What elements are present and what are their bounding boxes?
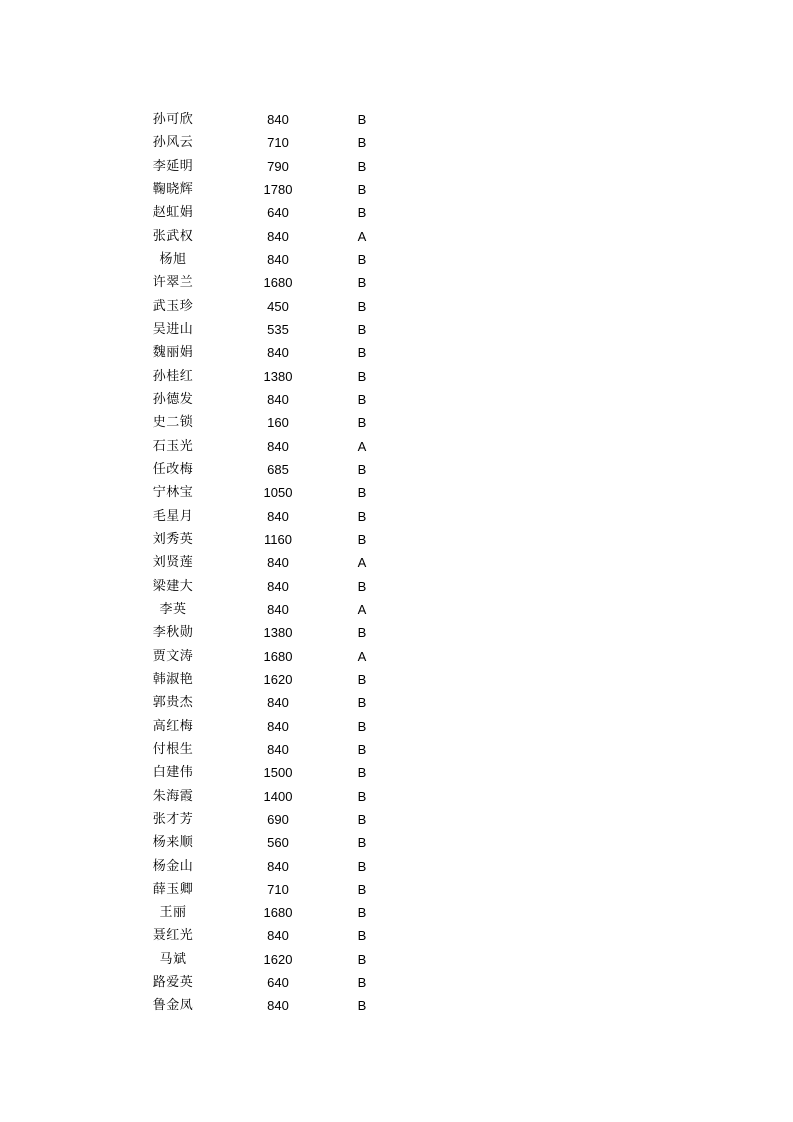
- table-row: [0, 178, 793, 201]
- amount-cell: 840: [267, 228, 289, 244]
- name-cell: 鲁金凤: [152, 998, 194, 1014]
- table-row: [0, 808, 793, 831]
- grade-cell: B: [357, 485, 367, 501]
- name-cell: 王丽: [159, 905, 187, 921]
- table-row: [0, 411, 793, 434]
- grade-cell: A: [357, 648, 367, 664]
- amount-cell: 840: [267, 112, 289, 127]
- table-row: [0, 948, 793, 971]
- table-row: [0, 365, 793, 388]
- table-row: [0, 994, 793, 1017]
- table-row: [0, 878, 793, 901]
- amount-cell: 535: [267, 321, 289, 337]
- grade-cell: B: [357, 858, 367, 874]
- grade-cell: B: [357, 835, 367, 851]
- name-cell: 孙可欣: [152, 112, 194, 127]
- table-row: [0, 715, 793, 738]
- amount-cell: 640: [267, 205, 289, 221]
- table-row: [0, 458, 793, 481]
- table-row: [0, 201, 793, 224]
- name-cell: 孙桂红: [152, 368, 194, 384]
- name-cell: 刘贤莲: [152, 555, 194, 571]
- amount-cell: 560: [267, 835, 289, 851]
- table-row: [0, 225, 793, 248]
- name-cell: 付根生: [152, 741, 194, 757]
- table-row: [0, 155, 793, 178]
- table-row: [0, 855, 793, 878]
- grade-cell: B: [357, 905, 367, 921]
- name-cell: 孙风云: [152, 135, 194, 151]
- grade-cell: B: [357, 788, 367, 804]
- grade-cell: A: [357, 438, 367, 454]
- amount-cell: 840: [267, 391, 289, 407]
- amount-cell: 840: [267, 718, 289, 734]
- name-cell: 白建伟: [152, 765, 194, 781]
- grade-cell: B: [357, 625, 367, 641]
- name-cell: 马斌: [159, 951, 187, 967]
- grade-cell: A: [357, 555, 367, 571]
- table-row: [0, 901, 793, 924]
- amount-cell: 840: [267, 251, 289, 267]
- name-cell: 路爱英: [152, 975, 194, 991]
- data-table: [0, 108, 793, 1018]
- name-cell: 史二锁: [152, 415, 194, 431]
- grade-cell: B: [357, 578, 367, 594]
- name-cell: 许翠兰: [152, 275, 194, 291]
- name-cell: 魏丽娟: [152, 345, 194, 361]
- table-row: [0, 668, 793, 691]
- grade-cell: B: [357, 531, 367, 547]
- grade-cell: B: [357, 298, 367, 314]
- amount-cell: 840: [267, 345, 289, 361]
- grade-cell: B: [357, 998, 367, 1014]
- name-cell: 李延明: [152, 158, 194, 174]
- name-cell: 张才芳: [152, 811, 194, 827]
- amount-cell: 1380: [263, 368, 293, 384]
- name-cell: 鞠晓辉: [152, 181, 194, 197]
- amount-cell: 1680: [263, 275, 293, 291]
- amount-cell: 1620: [263, 671, 293, 687]
- name-cell: 武玉珍: [152, 298, 194, 314]
- amount-cell: 840: [267, 928, 289, 944]
- table-row: [0, 924, 793, 947]
- amount-cell: 640: [267, 975, 289, 991]
- grade-cell: B: [357, 275, 367, 291]
- amount-cell: 1780: [263, 181, 293, 197]
- name-cell: 贾文涛: [152, 648, 194, 664]
- table-row: [0, 505, 793, 528]
- name-cell: 郭贵杰: [152, 695, 194, 711]
- grade-cell: B: [357, 718, 367, 734]
- table-row: [0, 551, 793, 574]
- amount-cell: 160: [267, 415, 289, 431]
- name-cell: 李秋勋: [152, 625, 194, 641]
- amount-cell: 840: [267, 555, 289, 571]
- name-cell: 石玉光: [152, 438, 194, 454]
- table-row: [0, 341, 793, 364]
- amount-cell: 1050: [263, 485, 293, 501]
- amount-cell: 840: [267, 998, 289, 1014]
- amount-cell: 840: [267, 741, 289, 757]
- table-row: [0, 435, 793, 458]
- table-row: [0, 295, 793, 318]
- amount-cell: 840: [267, 578, 289, 594]
- grade-cell: B: [357, 158, 367, 174]
- table-row: [0, 248, 793, 271]
- amount-cell: 840: [267, 438, 289, 454]
- name-cell: 韩淑艳: [152, 671, 194, 687]
- table-row: [0, 388, 793, 411]
- name-cell: 刘秀英: [152, 531, 194, 547]
- name-cell: 孙德发: [152, 391, 194, 407]
- table-row: [0, 621, 793, 644]
- grade-cell: B: [357, 508, 367, 524]
- amount-cell: 710: [267, 135, 289, 151]
- table-row: [0, 645, 793, 668]
- name-cell: 宁林宝: [152, 485, 194, 501]
- name-cell: 杨来顺: [152, 835, 194, 851]
- amount-cell: 1380: [263, 625, 293, 641]
- amount-cell: 1160: [264, 531, 292, 547]
- name-cell: 梁建大: [152, 578, 194, 594]
- grade-cell: B: [357, 928, 367, 944]
- table-row: [0, 785, 793, 808]
- table-row: [0, 318, 793, 341]
- grade-cell: B: [357, 368, 367, 384]
- name-cell: 聂红光: [152, 928, 194, 944]
- amount-cell: 840: [267, 508, 289, 524]
- grade-cell: B: [357, 112, 367, 127]
- name-cell: 毛星月: [152, 508, 194, 524]
- grade-cell: B: [357, 345, 367, 361]
- grade-cell: B: [357, 415, 367, 431]
- name-cell: 薛玉卿: [152, 881, 194, 897]
- name-cell: 吴进山: [152, 321, 194, 337]
- grade-cell: B: [357, 951, 367, 967]
- grade-cell: B: [357, 391, 367, 407]
- name-cell: 李英: [159, 601, 187, 617]
- amount-cell: 840: [267, 601, 289, 617]
- grade-cell: B: [357, 205, 367, 221]
- table-row: [0, 738, 793, 761]
- table-row: [0, 598, 793, 621]
- grade-cell: B: [357, 251, 367, 267]
- grade-cell: A: [357, 601, 367, 617]
- table-row: [0, 575, 793, 598]
- table-row: [0, 131, 793, 154]
- table-row: [0, 761, 793, 784]
- table-row: [0, 481, 793, 504]
- grade-cell: B: [357, 321, 367, 337]
- grade-cell: B: [357, 881, 367, 897]
- amount-cell: 1680: [263, 905, 293, 921]
- name-cell: 张武权: [152, 228, 194, 244]
- name-cell: 高红梅: [152, 718, 194, 734]
- grade-cell: A: [357, 228, 367, 244]
- table-row: [0, 691, 793, 714]
- amount-cell: 840: [267, 695, 289, 711]
- table-row: [0, 271, 793, 294]
- amount-cell: 710: [267, 881, 289, 897]
- name-cell: 朱海霞: [152, 788, 194, 804]
- amount-cell: 690: [267, 811, 289, 827]
- name-cell: 赵虹娟: [152, 205, 194, 221]
- grade-cell: B: [357, 461, 367, 477]
- name-cell: 杨金山: [152, 858, 194, 874]
- grade-cell: B: [357, 135, 367, 151]
- amount-cell: 1620: [263, 951, 293, 967]
- grade-cell: B: [357, 695, 367, 711]
- table-row: [0, 971, 793, 994]
- amount-cell: 1680: [263, 648, 293, 664]
- grade-cell: B: [357, 811, 367, 827]
- grade-cell: B: [357, 741, 367, 757]
- amount-cell: 685: [267, 461, 289, 477]
- name-cell: 任改梅: [152, 461, 194, 477]
- table-row: [0, 831, 793, 854]
- grade-cell: B: [357, 765, 367, 781]
- grade-cell: B: [357, 975, 367, 991]
- grade-cell: B: [357, 671, 367, 687]
- amount-cell: 450: [267, 298, 289, 314]
- amount-cell: 1400: [263, 788, 293, 804]
- name-cell: 杨旭: [159, 251, 187, 267]
- amount-cell: 790: [267, 158, 289, 174]
- amount-cell: 840: [267, 858, 289, 874]
- table-row: [0, 108, 793, 131]
- amount-cell: 1500: [263, 765, 293, 781]
- table-row: [0, 528, 793, 551]
- grade-cell: B: [357, 181, 367, 197]
